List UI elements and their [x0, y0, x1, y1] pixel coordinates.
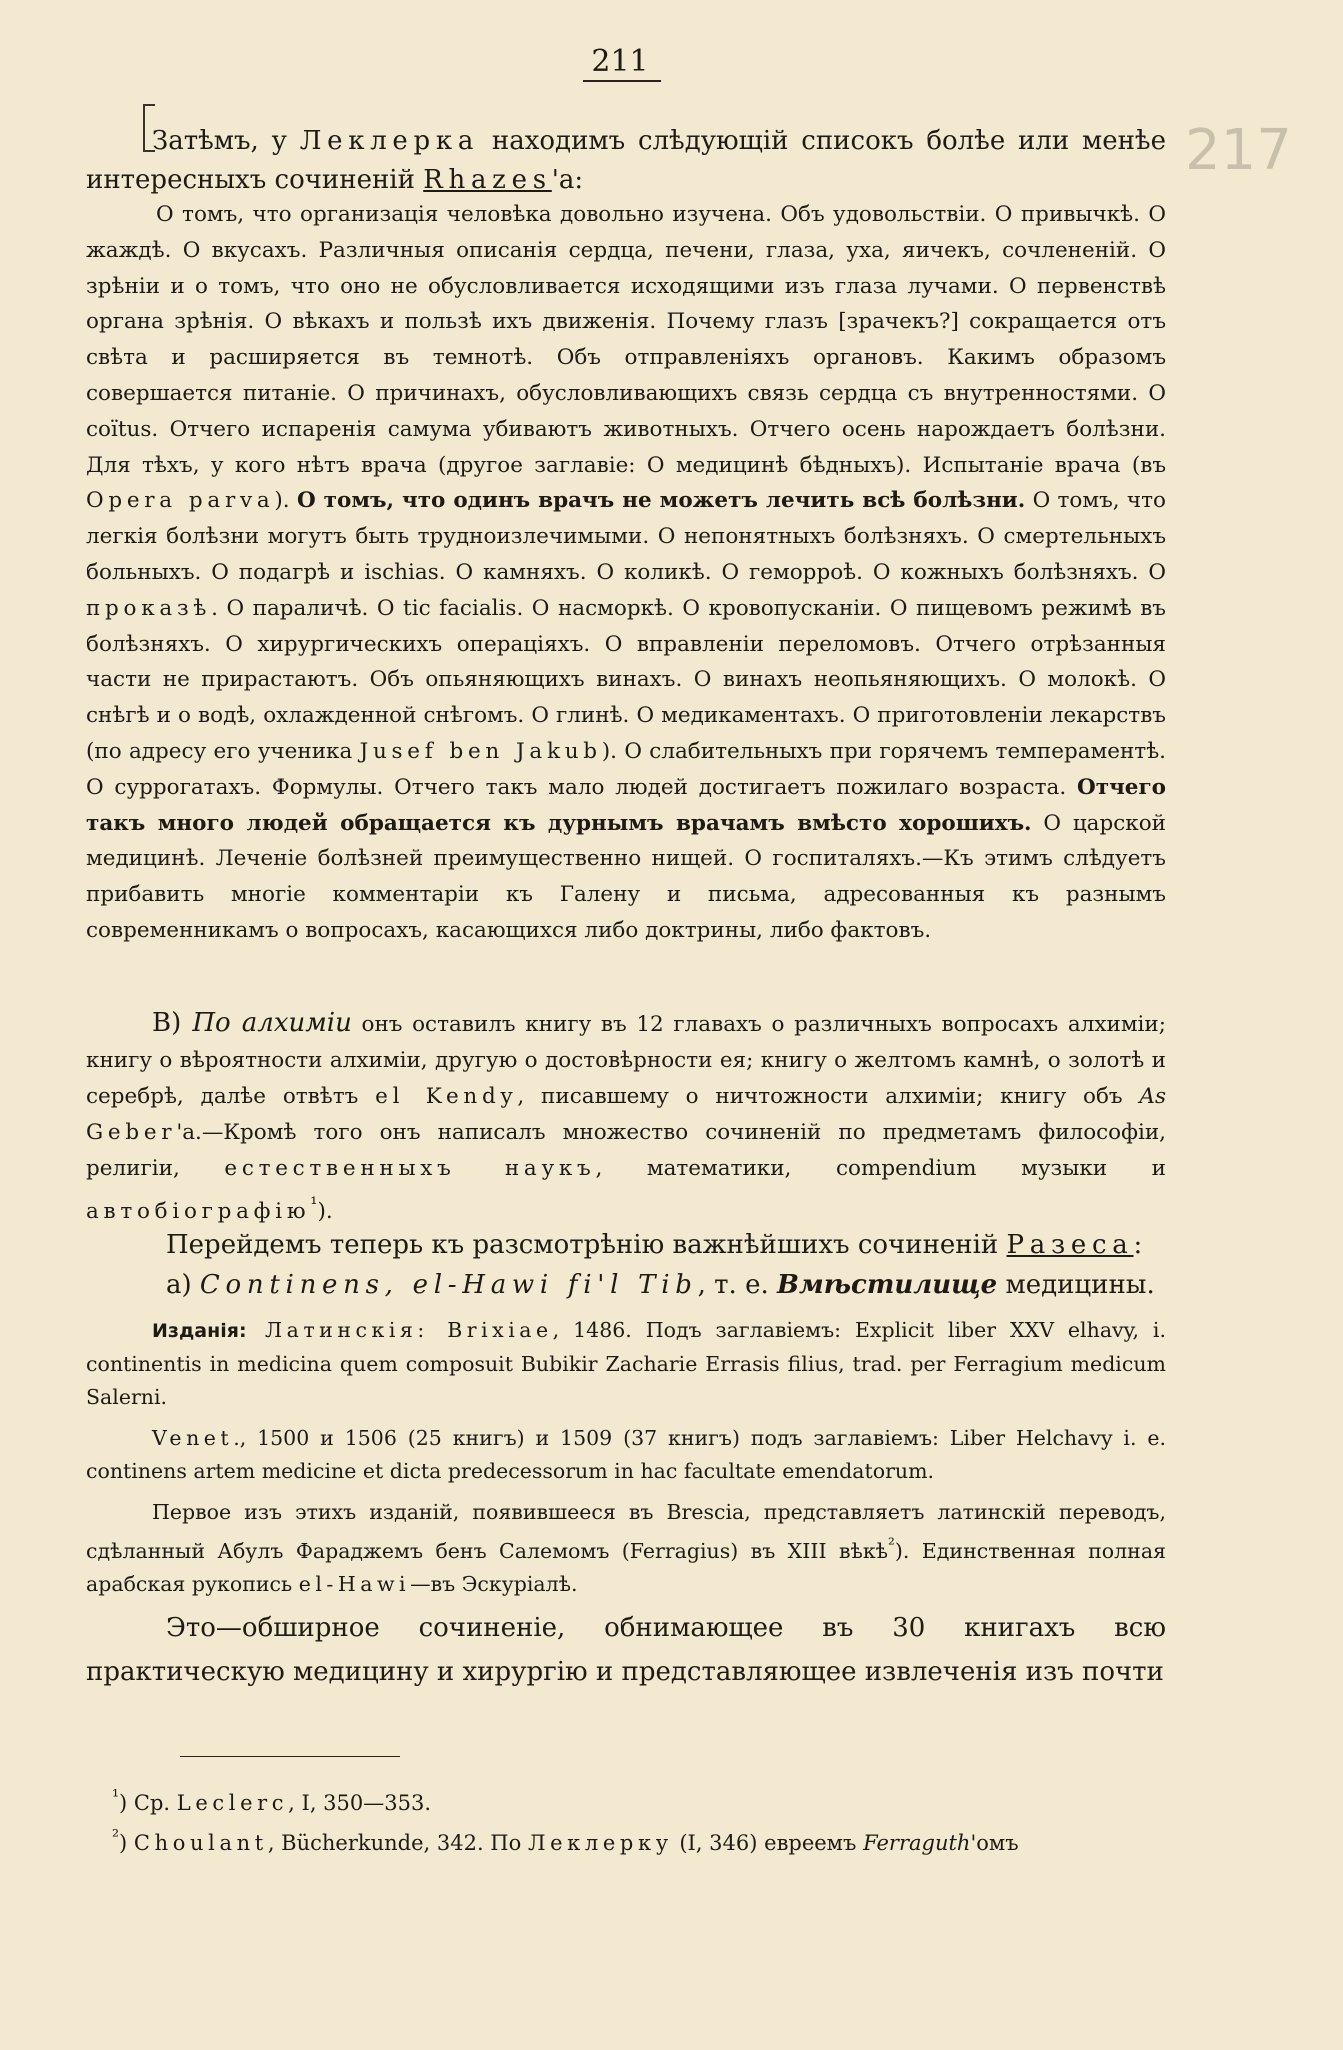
brixiae-name: Brixiae: [447, 1318, 553, 1342]
footnote-2-text-d: 'омъ: [970, 1831, 1019, 1855]
alchemy-text-5: ).: [317, 1199, 333, 1225]
kendy-name: el Kendy: [375, 1084, 518, 1109]
alchemy-label: B): [152, 1008, 193, 1038]
editions-text-3c: —въ Эскуріалѣ.: [410, 1571, 578, 1596]
list-text-4: . О параличѣ. О tic facialis. О насморкѣ. О кровопусканіи. О пищевомъ режимѣ въ болѣзняхъ. О хирургическихъ операціяхъ. О вправленіи переломовъ. Отчего отрѣзанныя части не прирастаютъ. Объ опьяняющихъ винахъ. О винахъ неопьяняющихъ. О молокѣ. О снѣгѣ и о водѣ, охлажденной снѣгомъ. О глинѣ. О медикаментахъ. О приготовленіи лекарствъ (по адресу его ученика: [86, 595, 1166, 764]
bold-phrase-1: О томъ, что одинъ врачъ не можетъ лечить всѣ болѣзни.: [296, 488, 1026, 514]
footnote-2-choulant: Choulant: [133, 1831, 268, 1855]
alchemy-text-1: онъ оставилъ книгу въ 12 главахъ о различныхъ вопросахъ алхиміи; книгу о вѣроятности алхиміи, другую о достовѣрности ея; книгу о желтомъ камнѣ, о золотѣ и серебрѣ, далѣе отвѣтъ: [86, 1012, 1166, 1109]
editions-paragraph-3: [86, 1496, 1166, 1601]
intro-paragraph: [86, 122, 1166, 200]
medicine-word: медицины.: [997, 1270, 1155, 1300]
works-list-paragraph: [86, 197, 1166, 949]
continens-heading: [86, 1265, 1166, 1305]
footnote-ref-2: ²: [888, 1535, 895, 1555]
footnote-2-text-b: , Bücherkunde, 342. По: [267, 1831, 528, 1855]
list-text-2: ).: [274, 488, 297, 514]
alchemy-paragraph: [86, 1005, 1166, 1230]
footnote-1-mark: ¹: [112, 1787, 120, 1807]
intro-text-2: находимъ слѣдующій списокъ болѣе или менѣе интересныхъ сочиненій: [86, 126, 1166, 195]
bold-phrase-2: Отчего такъ много людей обращается къ дурнымъ врачамъ вмѣсто хорошихъ.: [86, 774, 1166, 836]
leclerc-name: Леклерка: [299, 126, 480, 156]
continens-title: Continens, el-Hawi fi'l Tib: [199, 1270, 698, 1300]
footnote-2-mark: ²: [112, 1827, 120, 1847]
vmestilishche-word: Вмѣстилище: [777, 1270, 998, 1300]
rhazes-name: Rhazes: [423, 165, 552, 195]
footnote-2-leklerku: Леклерку: [527, 1831, 673, 1855]
editions-text-2: ., 1500 и 1506 (25 книгъ) и 1509 (37 книгъ) подъ заглавіемъ: Liber Helchavy i. e. continens artem medicine et dicta predecessorum in hac facultate emendatorum.: [86, 1426, 1166, 1483]
alchemy-title: По алхиміи: [192, 1008, 352, 1038]
latin-label: Латинскія:: [246, 1318, 448, 1342]
list-text-5: ). О слабительныхъ при горячемъ темпераментѣ. О суррогатахъ. Формулы. Отчего такъ мало людей достигаетъ пожилаго возраста.: [86, 738, 1166, 800]
autobiography-word: автобіографію: [86, 1199, 311, 1225]
footnote-1-text-b: , I, 350—353.: [288, 1791, 432, 1815]
margin-pencil-note: 217: [1185, 118, 1292, 183]
list-text-3: О томъ, что легкія болѣзни могутъ быть трудноизлечимыми. О непонятныхъ болѣзняхъ. О смертельныхъ больныхъ. О подагрѣ и ischias. О камняхъ. О коликѣ. О геморроѣ. О кожныхъ болѣзняхъ. О: [86, 488, 1166, 585]
as-word: As: [1139, 1084, 1166, 1109]
geber-name: Geber: [86, 1120, 177, 1145]
te-text: , т. е.: [697, 1270, 777, 1300]
footnote-2-ferraguth: Ferraguth: [863, 1831, 971, 1855]
editions-text-1: , 1486. Подъ заглавіемъ: Explicit liber XXV elhavy, i. continentis in medicina quem composuit Bubikir Zacharie Errasis filius, trad. per Ferragium medicum Salerni.: [86, 1318, 1166, 1409]
razes-name: Разеса: [1006, 1230, 1134, 1260]
proka-word: проказѣ: [86, 595, 212, 621]
alchemy-text-2: , писавшему о ничтожности алхиміи; книгу объ: [517, 1084, 1140, 1109]
natural-sciences: естественныхъ наукъ: [224, 1156, 596, 1181]
editions-label: Изданія:: [152, 1320, 247, 1342]
conclusion-paragraph: Это—обширное сочиненіе, обнимающее въ 30 книгахъ всю практическую медицину и хирургію и представляющее извлеченія изъ почти: [86, 1613, 1166, 1687]
editions-paragraph-2: [86, 1422, 1166, 1488]
transition-line: [86, 1225, 1166, 1265]
item-a-label: а): [166, 1270, 200, 1300]
editions-text-3a: Первое изъ этихъ изданій, появившееся въ Brescia, представляетъ латинскій переводъ, сдѣланный Абулъ Фараджемъ бенъ Салемомъ (Ferragius) въ XIII вѣкѣ: [86, 1500, 1166, 1563]
editions-paragraph-1: [86, 1314, 1166, 1414]
list-text-6: О царской медицинѣ. Леченіе болѣзней преимущественно нищей. О госпиталяхъ.—Къ этимъ слѣдуетъ прибавить многіе комментаріи къ Галену и письма, адресованныя къ разнымъ современникамъ о вопросахъ, касающихся либо доктрины, либо фактовъ.: [86, 810, 1166, 943]
footnote-2-text-c: (I, 346) евреемъ: [672, 1831, 864, 1855]
jusef-name: Jusef ben Jakub: [359, 738, 602, 764]
footnote-2-text-a: ): [119, 1831, 134, 1855]
page-number: 211: [591, 44, 649, 79]
alchemy-text-4: , математики, compendium музыки и: [595, 1156, 1166, 1181]
transition-text-1: Перейдемъ теперь къ разсмотрѣнію важнѣйшихъ сочиненій: [166, 1230, 1007, 1260]
transition-text-2: :: [1133, 1230, 1143, 1260]
footnote-1: [86, 1782, 1192, 1818]
footnote-1-leclerc: Leclerc: [176, 1791, 289, 1815]
footnote-rule: [180, 1756, 400, 1757]
page-number-rule: [583, 80, 661, 82]
editions-text-3b: ). Единственная полная арабская рукопись: [86, 1538, 1166, 1596]
editions-block: [86, 1314, 1166, 1609]
list-text-1: О томъ, что организація человѣка довольно изучена. Объ удовольствіи. О привычкѣ. О жаждѣ. О вкусахъ. Различныя описанія сердца, печени, глаза, уха, яичекъ, сочлененій. О зрѣніи и о томъ, что оно не обусловливается исходящими изъ глаза лучами. О первенствѣ органа зрѣнія. О вѣкахъ и пользѣ ихъ движенія. Почему глазъ [зрачекъ?] сокращается отъ свѣта и расширяется въ темнотѣ. Объ отправленіяхъ органовъ. Какимъ образомъ совершается питаніе. О причинахъ, обусловливающихъ связь сердца съ внутренностями. О coïtus. Отчего испаренія самума убиваютъ животныхъ. Отчего осень нарождаетъ болѣзни. Для тѣхъ, у кого нѣтъ врача (другое заглавіе: О медицинѣ бѣдныхъ). Испытаніе врача (въ: [86, 202, 1166, 478]
transition-block: [86, 1225, 1166, 1305]
opera-parva: Opera parva: [86, 488, 275, 514]
intro-text-1: Затѣмъ, у: [152, 126, 300, 156]
footnote-2: [86, 1822, 1192, 1858]
footnote-ref-1: ¹: [310, 1194, 318, 1215]
venet-name: Venet: [152, 1426, 234, 1450]
intro-text-3: 'а:: [551, 165, 584, 195]
alchemy-text-3: 'а.—Кромѣ того онъ написалъ множество сочиненій по предметамъ философіи, религіи,: [86, 1120, 1166, 1181]
footnote-1-text-a: ) Ср.: [119, 1791, 177, 1815]
elhawi-name: el-Hawi: [298, 1571, 411, 1596]
